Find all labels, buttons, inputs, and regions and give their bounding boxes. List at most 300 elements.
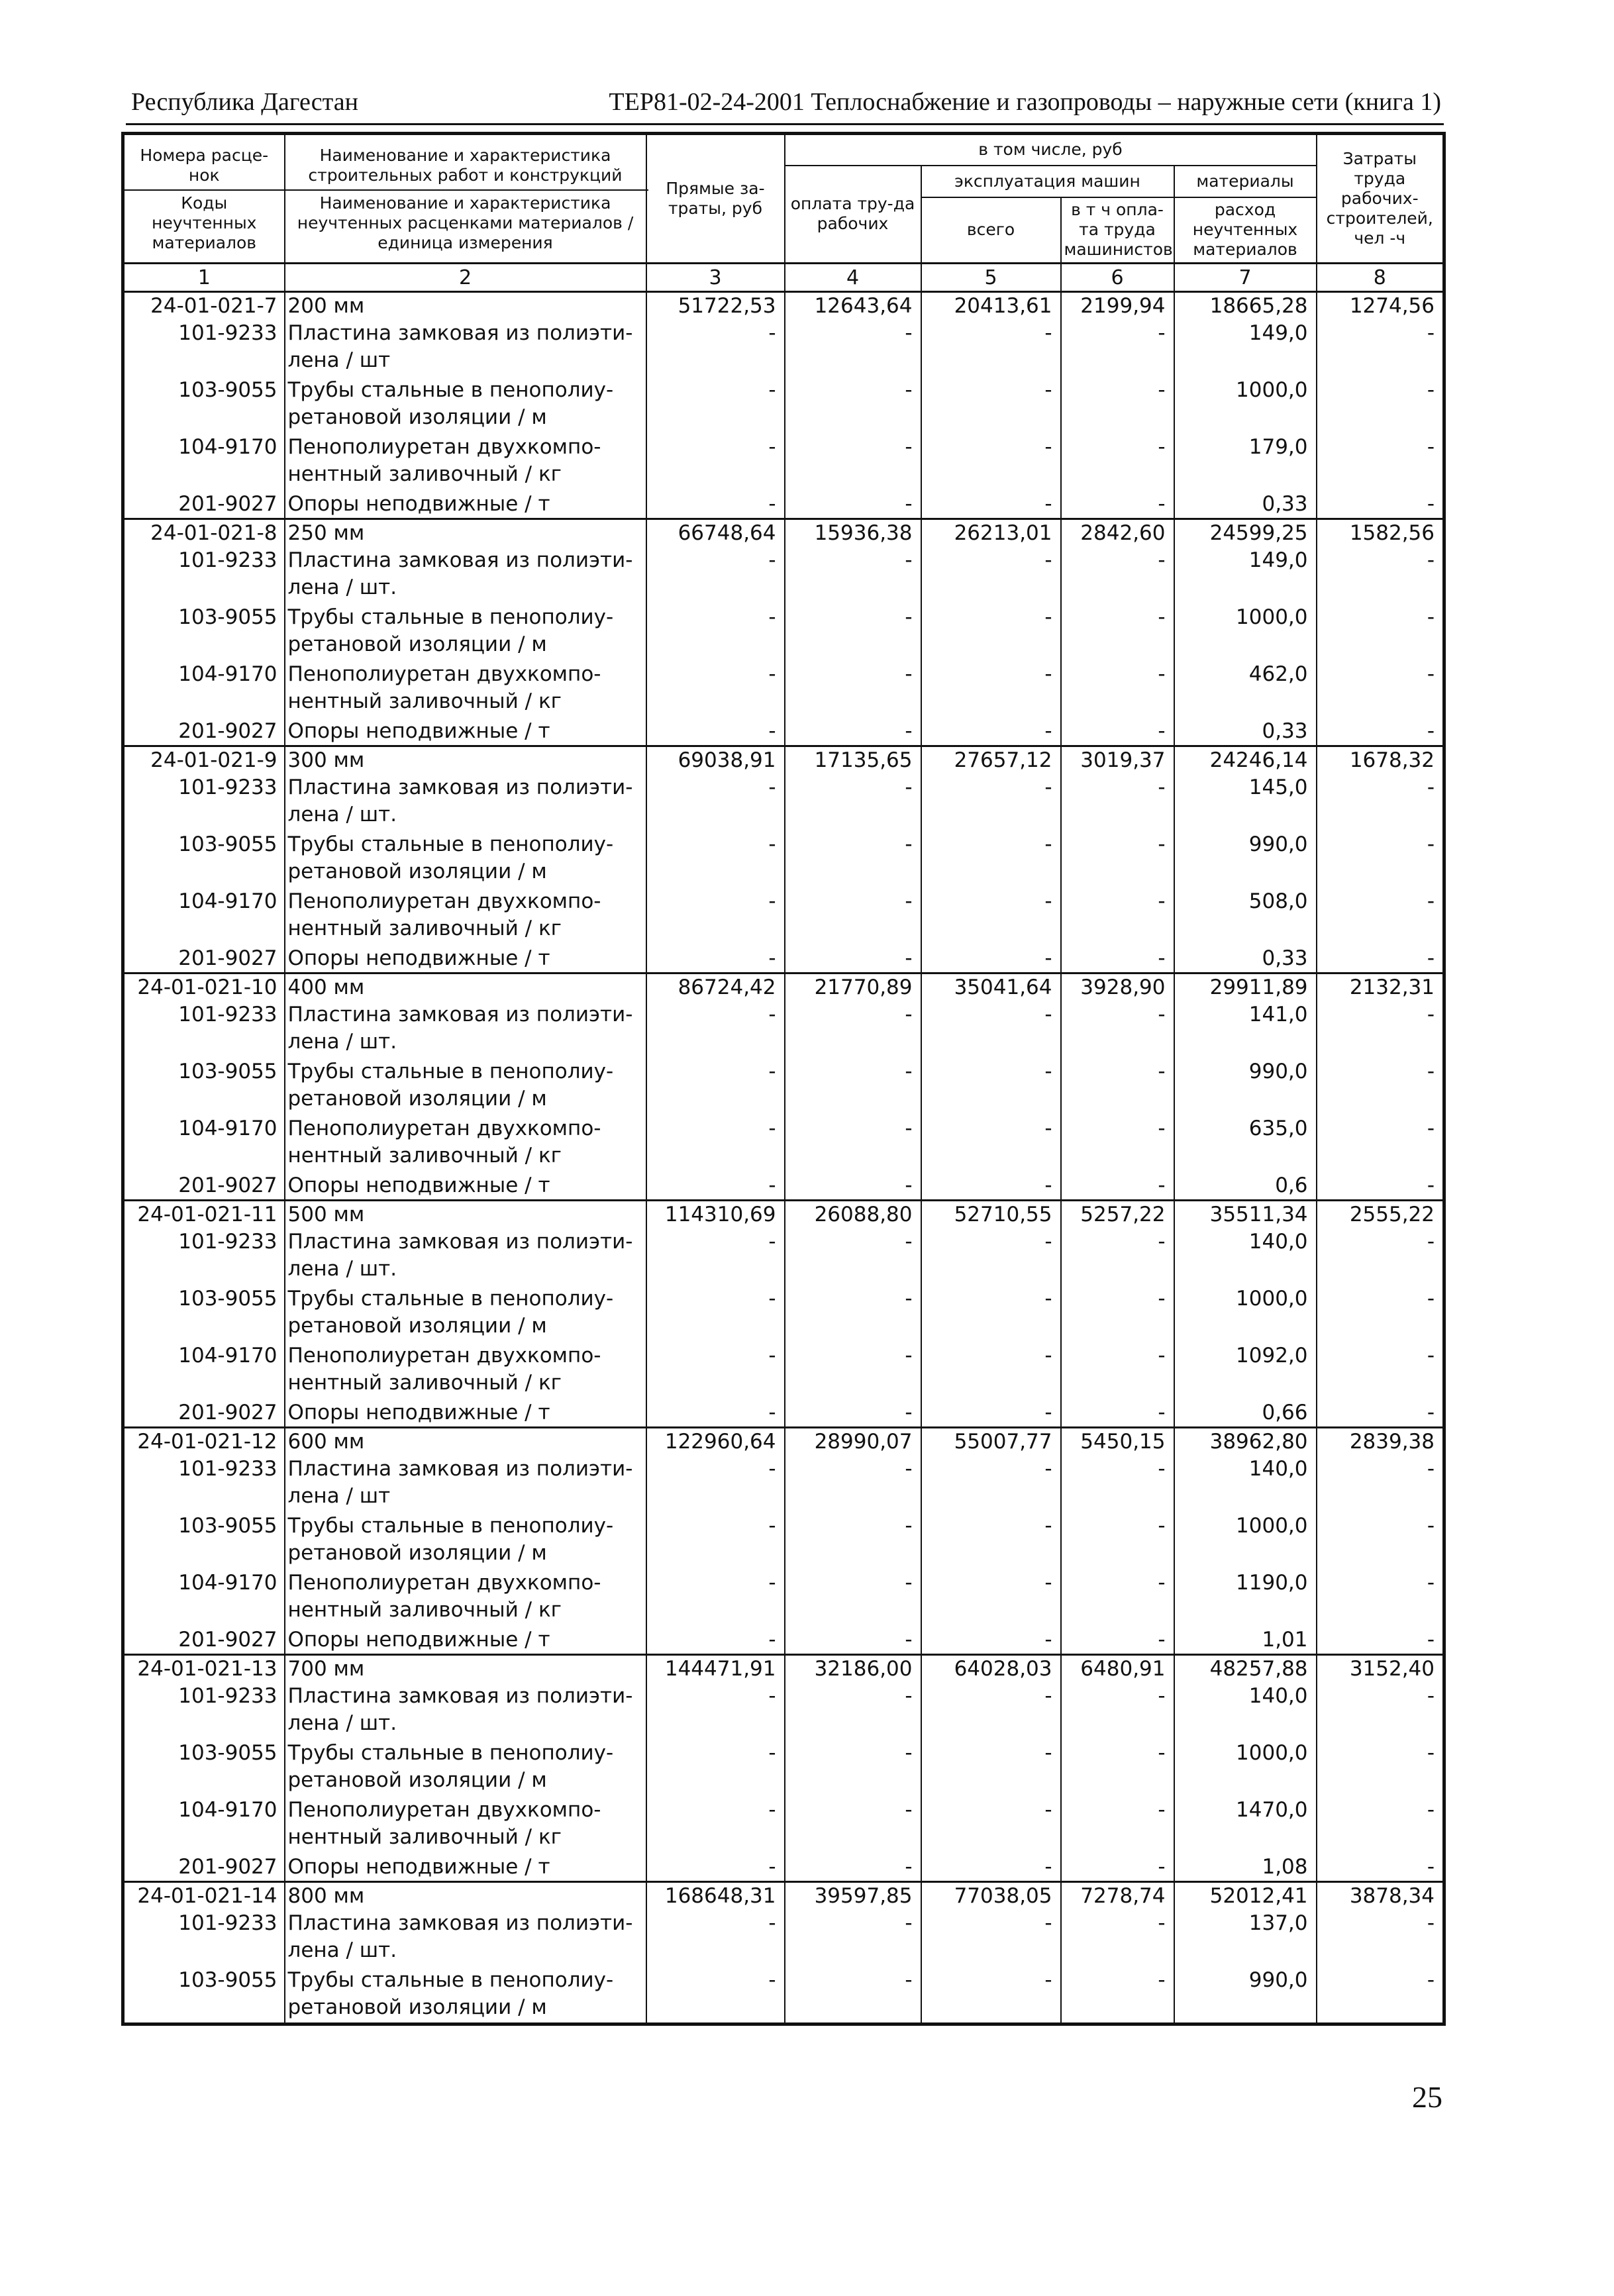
rate-code: 103-9055 bbox=[123, 604, 285, 661]
labor-hours: - bbox=[1317, 1854, 1444, 1882]
rate-code: 103-9055 bbox=[123, 1058, 285, 1115]
rate-row bbox=[123, 519, 1444, 548]
item-name: 700 мм bbox=[285, 1655, 646, 1683]
item-name: Трубы стальные в пенополиу-ретановой изоляции / м bbox=[285, 604, 646, 661]
direct-costs: - bbox=[646, 661, 785, 718]
item-name: Пенополиуретан двухкомпо-нентный заливочный / кг bbox=[285, 1797, 646, 1854]
machinist-pay: - bbox=[1061, 945, 1174, 973]
machines-total: - bbox=[921, 888, 1061, 945]
material-row bbox=[123, 320, 1444, 377]
item-name: Пластина замковая из полиэти-лена / шт. bbox=[285, 1228, 646, 1285]
header-worker-pay: оплата тру-да рабочих bbox=[785, 166, 921, 264]
worker-pay: - bbox=[785, 945, 921, 973]
column-number: 8 bbox=[1317, 264, 1444, 292]
material-row bbox=[123, 661, 1444, 718]
materials-value: 990,0 bbox=[1174, 831, 1317, 888]
direct-costs: - bbox=[646, 1513, 785, 1570]
rate-code: 104-9170 bbox=[123, 434, 285, 491]
item-name: Трубы стальные в пенополиу-ретановой изоляции / м bbox=[285, 831, 646, 888]
item-name: Пластина замковая из полиэти-лена / шт bbox=[285, 1456, 646, 1513]
header-material-name: Наименование и характеристика неучтенных расценками материалов / единица измерения bbox=[297, 193, 634, 252]
header-labor-costs: Затраты труда рабочих-строителей, чел -ч bbox=[1317, 134, 1444, 264]
item-name: Пластина замковая из полиэти-лена / шт. bbox=[285, 547, 646, 604]
machinist-pay: 2842,60 bbox=[1061, 519, 1174, 548]
material-row bbox=[123, 1740, 1444, 1797]
labor-hours: - bbox=[1317, 1115, 1444, 1172]
header-machinist-pay: в т ч опла-та труда машинистов bbox=[1061, 197, 1174, 264]
material-row bbox=[123, 1570, 1444, 1626]
rate-code: 103-9055 bbox=[123, 1967, 285, 2024]
column-numbers-row bbox=[123, 264, 1444, 292]
machines-total: - bbox=[921, 1228, 1061, 1285]
material-row bbox=[123, 1967, 1444, 2024]
materials-value: 1,08 bbox=[1174, 1854, 1317, 1882]
machinist-pay: 3019,37 bbox=[1061, 746, 1174, 775]
machinist-pay: - bbox=[1061, 1456, 1174, 1513]
machinist-pay: - bbox=[1061, 1967, 1174, 2024]
labor-hours: - bbox=[1317, 604, 1444, 661]
worker-pay: 39597,85 bbox=[785, 1882, 921, 1911]
machines-total: 26213,01 bbox=[921, 519, 1061, 548]
item-name: Опоры неподвижные / т bbox=[285, 718, 646, 746]
rate-row bbox=[123, 1882, 1444, 1911]
machinist-pay: - bbox=[1061, 1513, 1174, 1570]
machines-total: - bbox=[921, 547, 1061, 604]
worker-pay: - bbox=[785, 1797, 921, 1854]
materials-value: 24246,14 bbox=[1174, 746, 1317, 775]
materials-value: 1000,0 bbox=[1174, 1513, 1317, 1570]
machinist-pay: - bbox=[1061, 320, 1174, 377]
worker-pay: - bbox=[785, 1910, 921, 1967]
rate-code: 104-9170 bbox=[123, 888, 285, 945]
materials-value: 508,0 bbox=[1174, 888, 1317, 945]
item-name: Пенополиуретан двухкомпо-нентный заливочный / кг bbox=[285, 1115, 646, 1172]
direct-costs: - bbox=[646, 1683, 785, 1740]
labor-hours: - bbox=[1317, 888, 1444, 945]
materials-value: 1190,0 bbox=[1174, 1570, 1317, 1626]
machines-total: 77038,05 bbox=[921, 1882, 1061, 1911]
direct-costs: - bbox=[646, 1626, 785, 1655]
rate-code: 201-9027 bbox=[123, 945, 285, 973]
rate-code: 104-9170 bbox=[123, 661, 285, 718]
machinist-pay: - bbox=[1061, 774, 1174, 831]
machines-total: - bbox=[921, 1342, 1061, 1399]
labor-hours: - bbox=[1317, 1456, 1444, 1513]
materials-value: 24599,25 bbox=[1174, 519, 1317, 548]
column-number: 4 bbox=[785, 264, 921, 292]
worker-pay: - bbox=[785, 1001, 921, 1058]
machines-total: - bbox=[921, 1570, 1061, 1626]
labor-hours: - bbox=[1317, 1228, 1444, 1285]
machinist-pay: - bbox=[1061, 604, 1174, 661]
worker-pay: - bbox=[785, 1342, 921, 1399]
direct-costs: - bbox=[646, 1740, 785, 1797]
machinist-pay: - bbox=[1061, 1910, 1174, 1967]
machinist-pay: - bbox=[1061, 1058, 1174, 1115]
machines-total: - bbox=[921, 831, 1061, 888]
machines-total: - bbox=[921, 718, 1061, 746]
machinist-pay: 3928,90 bbox=[1061, 973, 1174, 1002]
header-region: Республика Дагестан bbox=[131, 88, 358, 116]
rate-code: 24-01-021-8 bbox=[123, 519, 285, 548]
direct-costs: 168648,31 bbox=[646, 1882, 785, 1911]
worker-pay: - bbox=[785, 1854, 921, 1882]
item-name: Опоры неподвижные / т bbox=[285, 1399, 646, 1428]
column-number: 7 bbox=[1174, 264, 1317, 292]
rate-code: 101-9233 bbox=[123, 1456, 285, 1513]
machinist-pay: - bbox=[1061, 1854, 1174, 1882]
material-row bbox=[123, 1399, 1444, 1428]
rate-code: 103-9055 bbox=[123, 1285, 285, 1342]
direct-costs: - bbox=[646, 1285, 785, 1342]
item-name: Пластина замковая из полиэти-лена / шт. bbox=[285, 1683, 646, 1740]
header-material-consumption: расход неучтенных материалов bbox=[1174, 197, 1317, 264]
material-row bbox=[123, 547, 1444, 604]
rate-code: 101-9233 bbox=[123, 1910, 285, 1967]
materials-value: 635,0 bbox=[1174, 1115, 1317, 1172]
labor-hours: - bbox=[1317, 377, 1444, 434]
rate-code: 103-9055 bbox=[123, 1740, 285, 1797]
labor-hours: - bbox=[1317, 491, 1444, 519]
worker-pay: - bbox=[785, 1228, 921, 1285]
rate-code: 24-01-021-7 bbox=[123, 292, 285, 321]
header-materials: материалы bbox=[1174, 166, 1317, 197]
material-row bbox=[123, 1513, 1444, 1570]
direct-costs: - bbox=[646, 1967, 785, 2024]
direct-costs: - bbox=[646, 1797, 785, 1854]
material-row bbox=[123, 1683, 1444, 1740]
direct-costs: - bbox=[646, 718, 785, 746]
worker-pay: 26088,80 bbox=[785, 1201, 921, 1229]
labor-hours: 1582,56 bbox=[1317, 519, 1444, 548]
labor-hours: - bbox=[1317, 1058, 1444, 1115]
rate-code: 101-9233 bbox=[123, 1683, 285, 1740]
materials-value: 29911,89 bbox=[1174, 973, 1317, 1002]
worker-pay: - bbox=[785, 1570, 921, 1626]
labor-hours: - bbox=[1317, 1910, 1444, 1967]
machines-total: - bbox=[921, 661, 1061, 718]
rate-row bbox=[123, 1428, 1444, 1456]
column-number: 3 bbox=[646, 264, 785, 292]
material-row bbox=[123, 1910, 1444, 1967]
rate-row bbox=[123, 746, 1444, 775]
machines-total: 52710,55 bbox=[921, 1201, 1061, 1229]
labor-hours: - bbox=[1317, 320, 1444, 377]
item-name: 800 мм bbox=[285, 1882, 646, 1911]
item-name: Опоры неподвижные / т bbox=[285, 491, 646, 519]
worker-pay: - bbox=[785, 377, 921, 434]
item-name: Трубы стальные в пенополиу-ретановой изоляции / м bbox=[285, 1285, 646, 1342]
machines-total: - bbox=[921, 377, 1061, 434]
machines-total: 27657,12 bbox=[921, 746, 1061, 775]
direct-costs: 66748,64 bbox=[646, 519, 785, 548]
worker-pay: 32186,00 bbox=[785, 1655, 921, 1683]
worker-pay: - bbox=[785, 1115, 921, 1172]
worker-pay: - bbox=[785, 1967, 921, 2024]
worker-pay: - bbox=[785, 774, 921, 831]
rate-row bbox=[123, 1201, 1444, 1229]
machinist-pay: - bbox=[1061, 1626, 1174, 1655]
machinist-pay: - bbox=[1061, 434, 1174, 491]
direct-costs: - bbox=[646, 604, 785, 661]
material-row bbox=[123, 1342, 1444, 1399]
labor-hours: - bbox=[1317, 1740, 1444, 1797]
machines-total: - bbox=[921, 604, 1061, 661]
item-name: Пластина замковая из полиэти-лена / шт. bbox=[285, 1001, 646, 1058]
labor-hours: - bbox=[1317, 1513, 1444, 1570]
materials-value: 1000,0 bbox=[1174, 1285, 1317, 1342]
machinist-pay: - bbox=[1061, 377, 1174, 434]
machines-total: - bbox=[921, 491, 1061, 519]
labor-hours: 2839,38 bbox=[1317, 1428, 1444, 1456]
labor-hours: - bbox=[1317, 434, 1444, 491]
material-row bbox=[123, 831, 1444, 888]
direct-costs: - bbox=[646, 1456, 785, 1513]
direct-costs: - bbox=[646, 1854, 785, 1882]
item-name: Пластина замковая из полиэти-лена / шт. bbox=[285, 774, 646, 831]
rate-code: 103-9055 bbox=[123, 1513, 285, 1570]
rate-code: 24-01-021-13 bbox=[123, 1655, 285, 1683]
material-row bbox=[123, 377, 1444, 434]
machines-total: - bbox=[921, 1172, 1061, 1201]
machinist-pay: - bbox=[1061, 1570, 1174, 1626]
item-name: Пластина замковая из полиэти-лена / шт. bbox=[285, 1910, 646, 1967]
header-codes-column bbox=[123, 134, 285, 264]
material-row bbox=[123, 945, 1444, 973]
direct-costs: - bbox=[646, 831, 785, 888]
direct-costs: - bbox=[646, 1228, 785, 1285]
direct-costs: - bbox=[646, 1115, 785, 1172]
machinist-pay: - bbox=[1061, 491, 1174, 519]
column-number: 6 bbox=[1061, 264, 1174, 292]
labor-hours: - bbox=[1317, 718, 1444, 746]
direct-costs: - bbox=[646, 888, 785, 945]
materials-value: 18665,28 bbox=[1174, 292, 1317, 321]
item-name: 500 мм bbox=[285, 1201, 646, 1229]
machinist-pay: - bbox=[1061, 1285, 1174, 1342]
worker-pay: - bbox=[785, 1513, 921, 1570]
machines-total: - bbox=[921, 1626, 1061, 1655]
labor-hours: - bbox=[1317, 774, 1444, 831]
materials-value: 1092,0 bbox=[1174, 1342, 1317, 1399]
worker-pay: - bbox=[785, 888, 921, 945]
machinist-pay: - bbox=[1061, 547, 1174, 604]
column-number: 1 bbox=[123, 264, 285, 292]
machines-total: - bbox=[921, 1399, 1061, 1428]
machinist-pay: - bbox=[1061, 1399, 1174, 1428]
rate-code: 104-9170 bbox=[123, 1342, 285, 1399]
materials-value: 140,0 bbox=[1174, 1456, 1317, 1513]
material-row bbox=[123, 604, 1444, 661]
labor-hours: - bbox=[1317, 1683, 1444, 1740]
header-names-column bbox=[285, 134, 646, 264]
rate-code: 24-01-021-9 bbox=[123, 746, 285, 775]
direct-costs: - bbox=[646, 945, 785, 973]
machines-total: 64028,03 bbox=[921, 1655, 1061, 1683]
rate-code: 101-9233 bbox=[123, 774, 285, 831]
item-name: Пенополиуретан двухкомпо-нентный заливочный / кг bbox=[285, 434, 646, 491]
material-row bbox=[123, 1001, 1444, 1058]
table-body bbox=[123, 292, 1444, 2024]
machines-total: 35041,64 bbox=[921, 973, 1061, 1002]
direct-costs: - bbox=[646, 320, 785, 377]
direct-costs: 69038,91 bbox=[646, 746, 785, 775]
materials-value: 462,0 bbox=[1174, 661, 1317, 718]
rate-code: 201-9027 bbox=[123, 1854, 285, 1882]
materials-value: 141,0 bbox=[1174, 1001, 1317, 1058]
labor-hours: 1678,32 bbox=[1317, 746, 1444, 775]
materials-value: 0,66 bbox=[1174, 1399, 1317, 1428]
materials-value: 52012,41 bbox=[1174, 1882, 1317, 1911]
labor-hours: 2555,22 bbox=[1317, 1201, 1444, 1229]
labor-hours: - bbox=[1317, 1399, 1444, 1428]
machinist-pay: 5257,22 bbox=[1061, 1201, 1174, 1229]
machines-total: - bbox=[921, 1854, 1061, 1882]
labor-hours: - bbox=[1317, 1172, 1444, 1201]
header-rule bbox=[126, 123, 1444, 125]
item-name: Трубы стальные в пенополиу-ретановой изоляции / м bbox=[285, 377, 646, 434]
item-name: Трубы стальные в пенополиу-ретановой изоляции / м bbox=[285, 1058, 646, 1115]
machinist-pay: - bbox=[1061, 1115, 1174, 1172]
materials-value: 1000,0 bbox=[1174, 1740, 1317, 1797]
machinist-pay: 2199,94 bbox=[1061, 292, 1174, 321]
machinist-pay: - bbox=[1061, 1683, 1174, 1740]
rate-code: 101-9233 bbox=[123, 1228, 285, 1285]
material-row bbox=[123, 774, 1444, 831]
item-name: Пенополиуретан двухкомпо-нентный заливочный / кг bbox=[285, 888, 646, 945]
direct-costs: - bbox=[646, 547, 785, 604]
page-number: 25 bbox=[1412, 2080, 1442, 2114]
worker-pay: - bbox=[785, 831, 921, 888]
labor-hours: - bbox=[1317, 1967, 1444, 2024]
materials-value: 0,33 bbox=[1174, 718, 1317, 746]
direct-costs: - bbox=[646, 1001, 785, 1058]
labor-hours: - bbox=[1317, 547, 1444, 604]
rate-code: 104-9170 bbox=[123, 1115, 285, 1172]
materials-value: 149,0 bbox=[1174, 547, 1317, 604]
machinist-pay: - bbox=[1061, 1740, 1174, 1797]
rate-code: 24-01-021-14 bbox=[123, 1882, 285, 1911]
material-row bbox=[123, 718, 1444, 746]
machines-total: - bbox=[921, 1683, 1061, 1740]
direct-costs: - bbox=[646, 1172, 785, 1201]
machines-total: - bbox=[921, 1456, 1061, 1513]
machinist-pay: 7278,74 bbox=[1061, 1882, 1174, 1911]
direct-costs: 114310,69 bbox=[646, 1201, 785, 1229]
column-number: 5 bbox=[921, 264, 1061, 292]
direct-costs: - bbox=[646, 1570, 785, 1626]
header-material-codes: Коды неучтенных материалов bbox=[152, 193, 257, 252]
material-row bbox=[123, 1058, 1444, 1115]
material-row bbox=[123, 434, 1444, 491]
labor-hours: - bbox=[1317, 1570, 1444, 1626]
worker-pay: 28990,07 bbox=[785, 1428, 921, 1456]
direct-costs: - bbox=[646, 491, 785, 519]
worker-pay: - bbox=[785, 661, 921, 718]
labor-hours: - bbox=[1317, 1285, 1444, 1342]
labor-hours: - bbox=[1317, 1797, 1444, 1854]
machines-total: - bbox=[921, 1797, 1061, 1854]
material-row bbox=[123, 1285, 1444, 1342]
materials-value: 35511,34 bbox=[1174, 1201, 1317, 1229]
direct-costs: - bbox=[646, 1058, 785, 1115]
direct-costs: - bbox=[646, 774, 785, 831]
materials-value: 48257,88 bbox=[1174, 1655, 1317, 1683]
header-machine-operation: эксплуатация машин bbox=[921, 166, 1174, 197]
rate-code: 201-9027 bbox=[123, 1172, 285, 1201]
direct-costs: 122960,64 bbox=[646, 1428, 785, 1456]
machines-total: - bbox=[921, 1115, 1061, 1172]
machines-total: - bbox=[921, 1285, 1061, 1342]
item-name: Трубы стальные в пенополиу-ретановой изоляции / м bbox=[285, 1513, 646, 1570]
rate-code: 24-01-021-11 bbox=[123, 1201, 285, 1229]
worker-pay: - bbox=[785, 547, 921, 604]
rate-code: 201-9027 bbox=[123, 718, 285, 746]
material-row bbox=[123, 1626, 1444, 1655]
machines-total: - bbox=[921, 1001, 1061, 1058]
material-row bbox=[123, 1854, 1444, 1882]
machines-total: - bbox=[921, 1513, 1061, 1570]
machines-total: - bbox=[921, 1740, 1061, 1797]
labor-hours: - bbox=[1317, 945, 1444, 973]
worker-pay: - bbox=[785, 1456, 921, 1513]
header-including-group: в том числе, руб bbox=[785, 134, 1317, 166]
material-row bbox=[123, 1172, 1444, 1201]
labor-hours: - bbox=[1317, 1342, 1444, 1399]
materials-value: 1000,0 bbox=[1174, 377, 1317, 434]
direct-costs: - bbox=[646, 1342, 785, 1399]
item-name: Опоры неподвижные / т bbox=[285, 1854, 646, 1882]
rate-row bbox=[123, 1655, 1444, 1683]
materials-value: 0,6 bbox=[1174, 1172, 1317, 1201]
direct-costs: 51722,53 bbox=[646, 292, 785, 321]
direct-costs: - bbox=[646, 434, 785, 491]
rate-code: 201-9027 bbox=[123, 1399, 285, 1428]
worker-pay: 17135,65 bbox=[785, 746, 921, 775]
worker-pay: - bbox=[785, 1399, 921, 1428]
rate-code: 24-01-021-10 bbox=[123, 973, 285, 1002]
machines-total: - bbox=[921, 434, 1061, 491]
labor-hours: 3152,40 bbox=[1317, 1655, 1444, 1683]
materials-value: 149,0 bbox=[1174, 320, 1317, 377]
table-header bbox=[123, 134, 1444, 292]
worker-pay: 21770,89 bbox=[785, 973, 921, 1002]
header-direct-costs: Прямые за-траты, руб bbox=[646, 134, 785, 264]
rate-code: 103-9055 bbox=[123, 377, 285, 434]
rate-row bbox=[123, 292, 1444, 321]
worker-pay: - bbox=[785, 320, 921, 377]
materials-value: 1000,0 bbox=[1174, 604, 1317, 661]
header-work-name: Наименование и характеристика строительных работ и конструкций bbox=[283, 142, 648, 191]
item-name: 300 мм bbox=[285, 746, 646, 775]
rate-code: 104-9170 bbox=[123, 1797, 285, 1854]
machinist-pay: 6480,91 bbox=[1061, 1655, 1174, 1683]
materials-value: 1,01 bbox=[1174, 1626, 1317, 1655]
item-name: Опоры неподвижные / т bbox=[285, 1626, 646, 1655]
materials-value: 140,0 bbox=[1174, 1683, 1317, 1740]
materials-value: 990,0 bbox=[1174, 1058, 1317, 1115]
materials-value: 137,0 bbox=[1174, 1910, 1317, 1967]
machines-total: - bbox=[921, 1910, 1061, 1967]
rate-code: 103-9055 bbox=[123, 831, 285, 888]
materials-value: 38962,80 bbox=[1174, 1428, 1317, 1456]
labor-hours: 1274,56 bbox=[1317, 292, 1444, 321]
machinist-pay: - bbox=[1061, 831, 1174, 888]
direct-costs: - bbox=[646, 377, 785, 434]
labor-hours: 2132,31 bbox=[1317, 973, 1444, 1002]
machinist-pay: - bbox=[1061, 661, 1174, 718]
machinist-pay: - bbox=[1061, 1001, 1174, 1058]
